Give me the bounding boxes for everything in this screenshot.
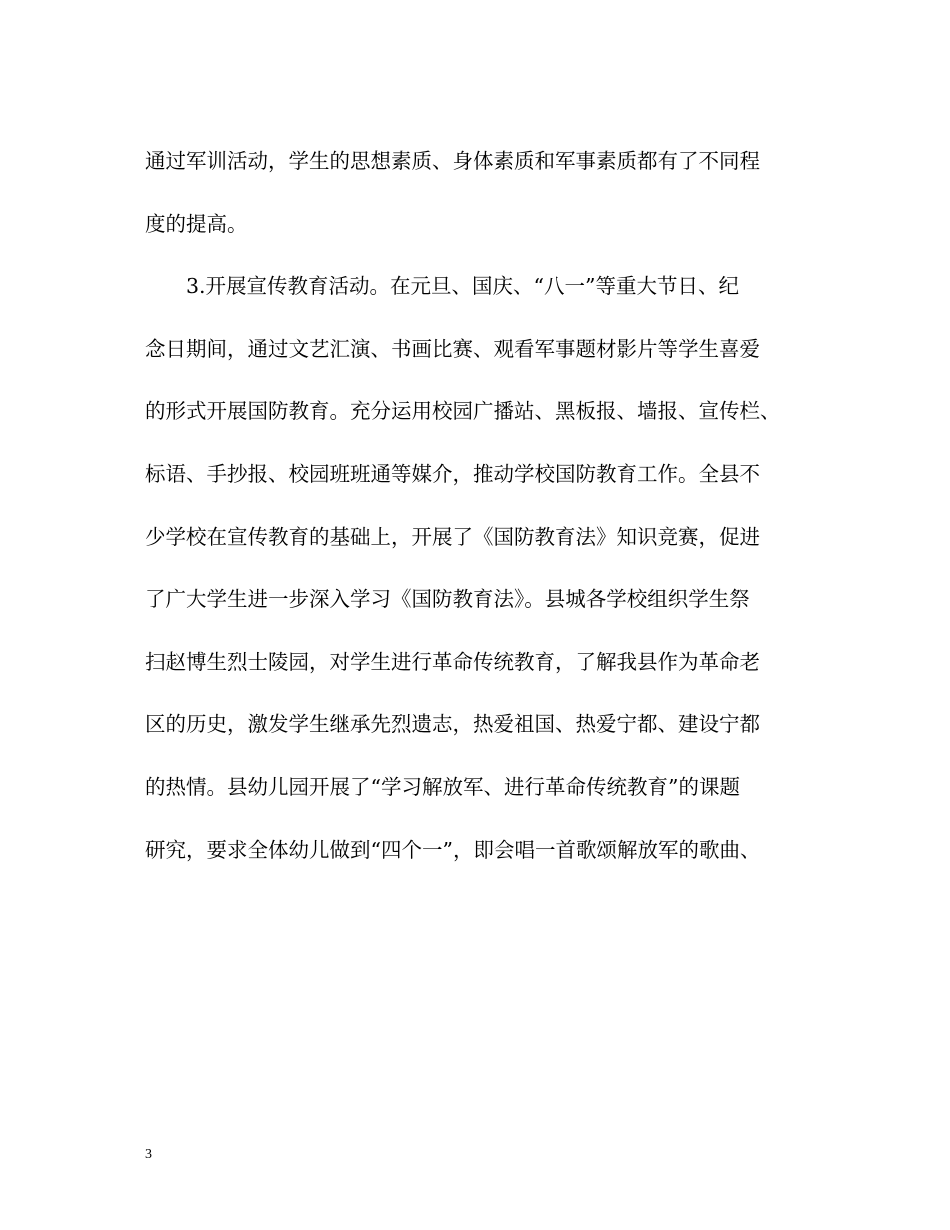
text-line-2: 度的提高。: [145, 211, 248, 236]
text-line-12: 研究，要求全体幼儿做到“四个一”，即会唱一首歌颂解放军的歌曲、: [145, 837, 761, 862]
text-line-4: 念日期间，通过文艺汇演、书画比赛、观看军事题材影片等学生喜爱: [145, 336, 760, 361]
text-line-11: 的热情。县幼儿园开展了“学习解放军、进行革命传统教育”的课题: [145, 774, 740, 799]
text-line-1: 通过军训活动，学生的思想素质、身体素质和军事素质都有了不同程: [145, 149, 760, 173]
text-line-9: 扫赵博生烈士陵园，对学生进行革命传统教育，了解我县作为革命老: [145, 649, 760, 674]
text-line-10: 区的历史，激发学生继承先烈遗志，热爱祖国、热爱宁都、建设宁都: [145, 712, 760, 737]
text-line-5: 的形式开展国防教育。充分运用校园广播站、黑板报、墙报、宣传栏、: [145, 399, 781, 424]
text-line-3: 3.开展宣传教育活动。在元旦、国庆、“八一”等重大节日、纪: [186, 274, 740, 299]
text-line-6: 标语、手抄报、校园班班通等媒介，推动学校国防教育工作。全县不: [145, 461, 760, 486]
text-line-7: 少学校在宣传教育的基础上，开展了《国防教育法》知识竞赛，促进: [145, 524, 760, 549]
text-line-8: 了广大学生进一步深入学习《国防教育法》。县城各学校组织学生祭: [145, 587, 750, 612]
body-text: [145, 130, 810, 881]
page-number: 3: [145, 1147, 152, 1162]
